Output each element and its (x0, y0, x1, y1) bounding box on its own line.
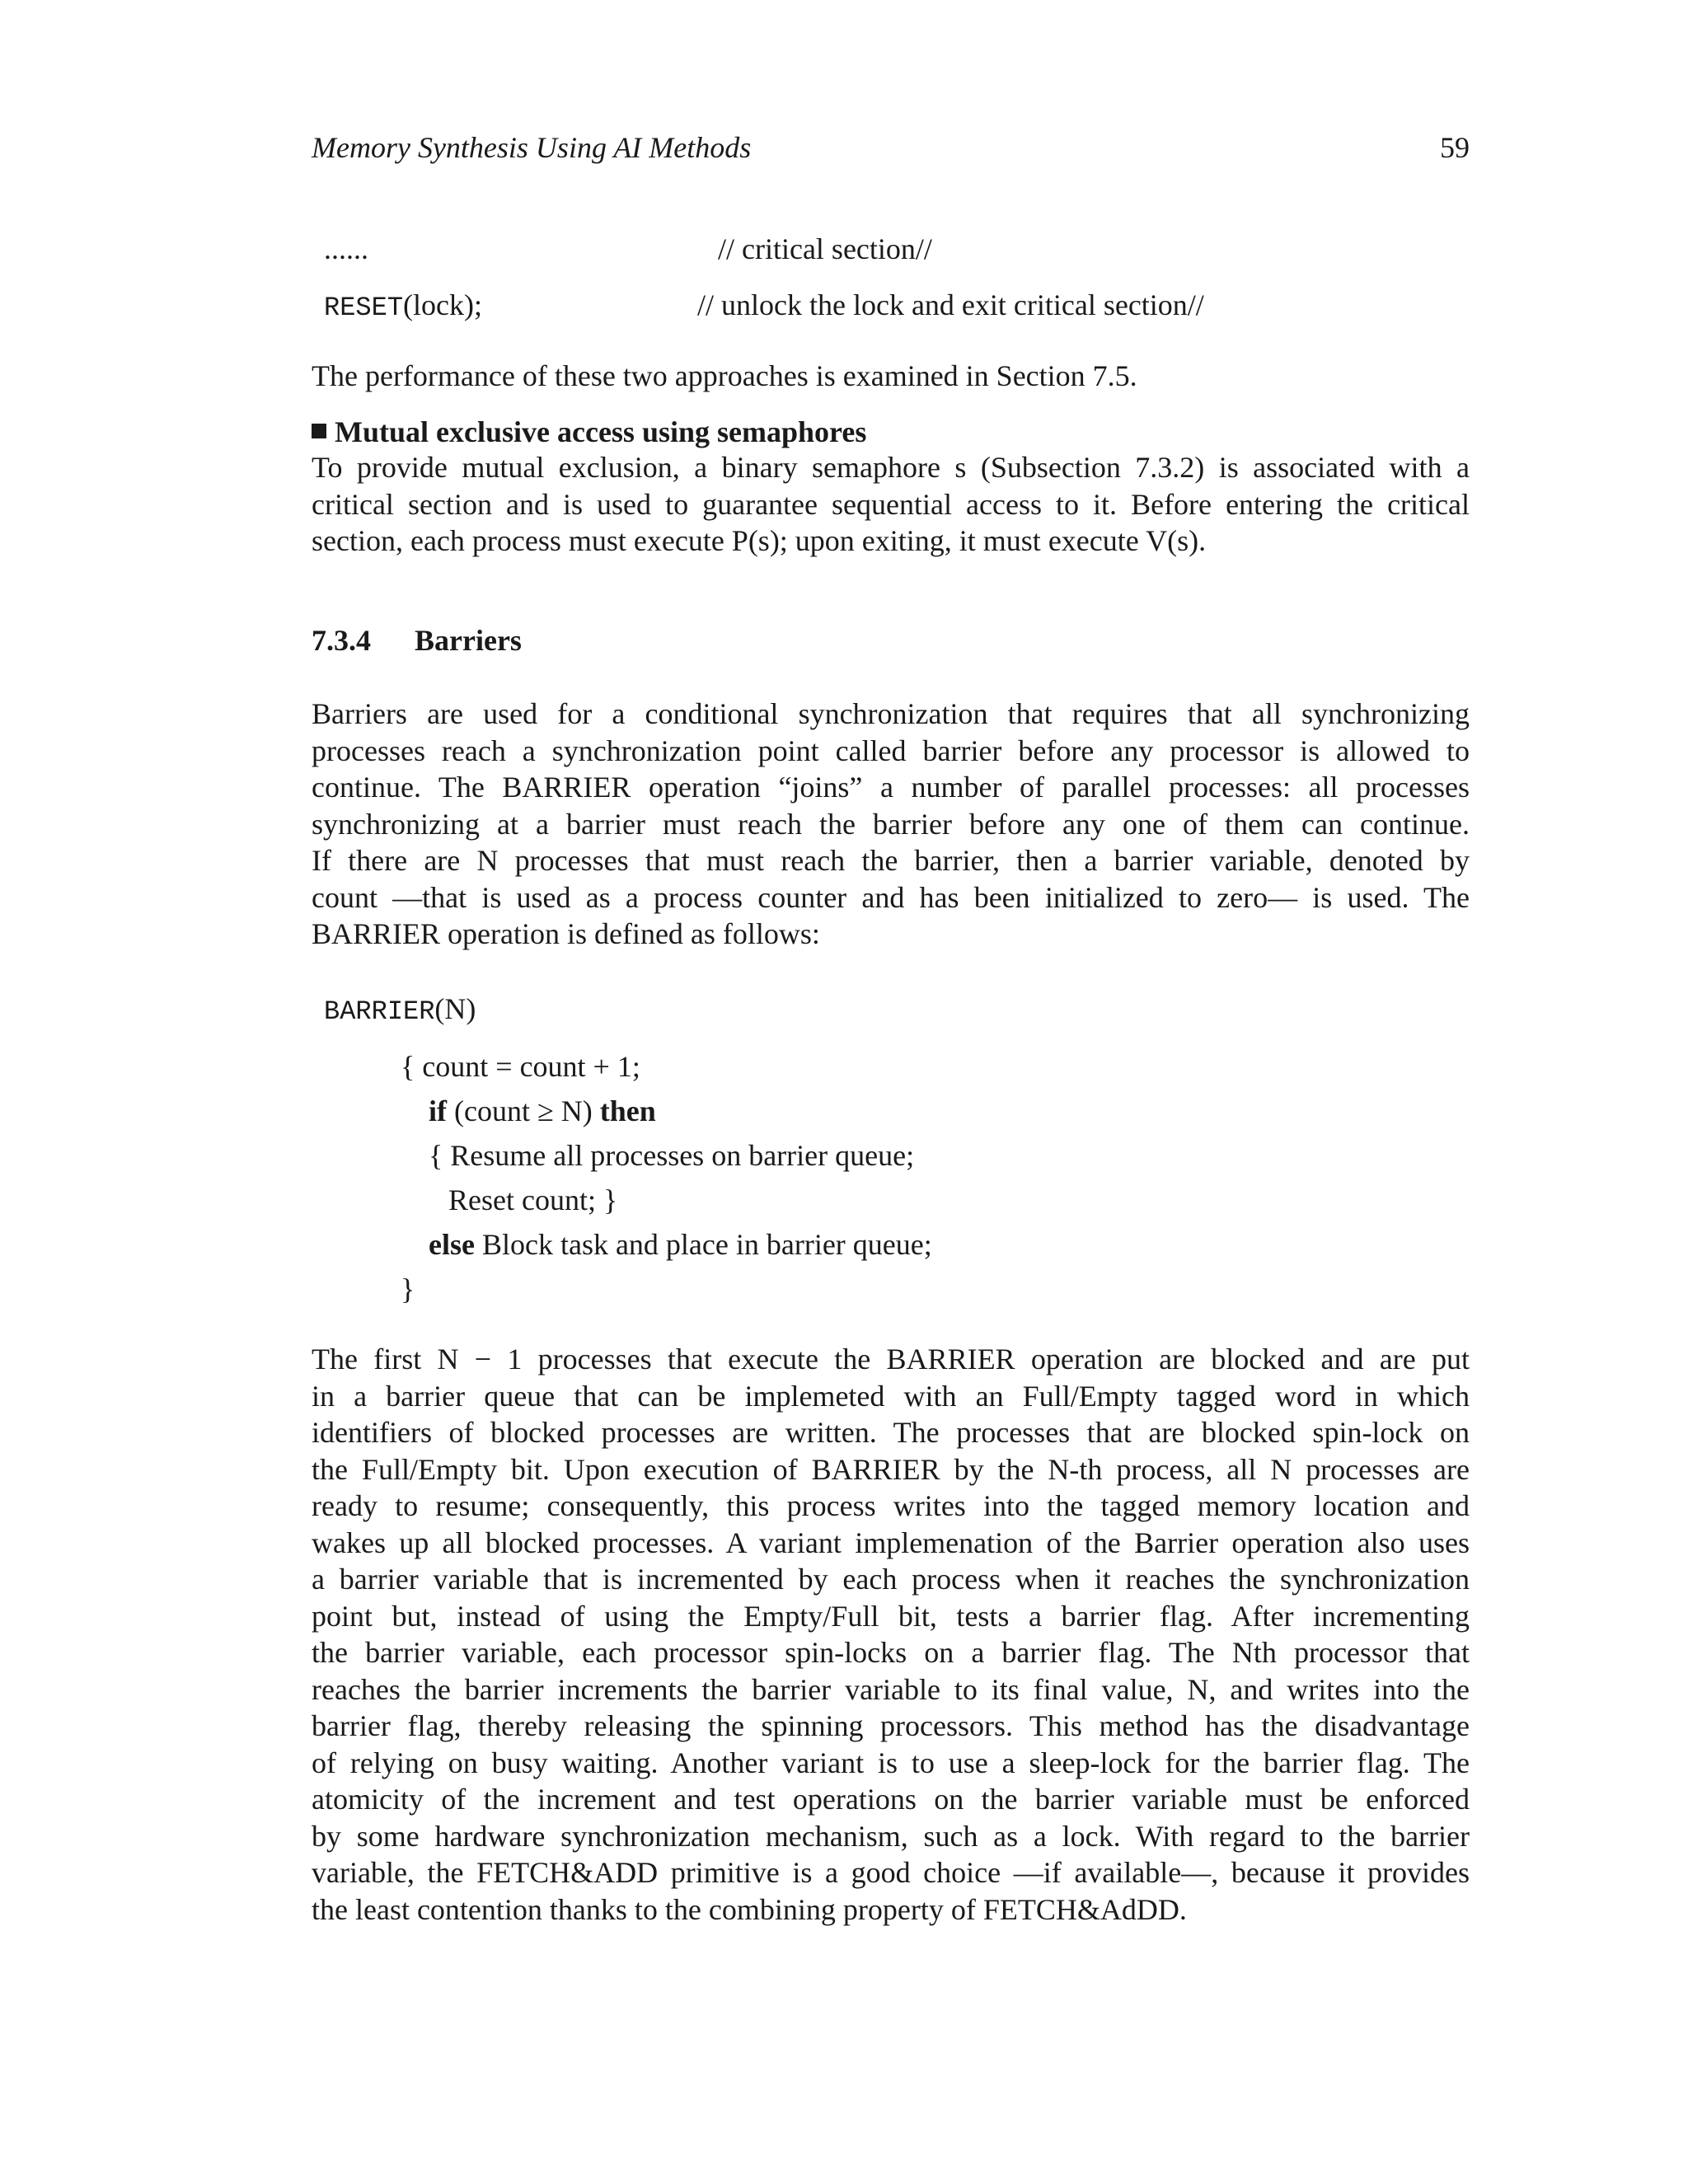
square-bullet-icon (312, 424, 326, 438)
code-line-5 (429, 1226, 932, 1263)
code-comment-critical: // critical section// (718, 232, 932, 265)
paragraph-line: a barrier variable that is incremented by each process when it reaches the synchronization (312, 1563, 1470, 1596)
else-keyword: else (429, 1228, 475, 1261)
semaphore-heading-text: Mutual exclusive access using semaphores (335, 415, 867, 448)
paragraph-line: variable, the FETCH&ADD primitive is a good choice —if available—, because it provides (312, 1856, 1470, 1889)
paragraph-line: the least contention thanks to the combining property of FETCH&AdDD. (312, 1892, 1187, 1926)
reset-arg: (lock); (403, 288, 482, 321)
page-number: 59 (1440, 131, 1470, 164)
semaphore-heading (312, 414, 866, 450)
code-line-2 (429, 1093, 656, 1129)
if-keyword: if (429, 1094, 447, 1127)
paragraph-line: by some hardware synchronization mechanism, such as a lock. With regard to the barrier (312, 1819, 1470, 1853)
page (312, 0, 1470, 2184)
code-line-6: } (401, 1272, 415, 1305)
paragraph-line: synchronizing at a barrier must reach the barrier before any one of them can continue. (312, 807, 1470, 841)
paragraph-line: wakes up all blocked processes. A variant implemenation of the Barrier operation also uses (312, 1526, 1470, 1559)
paragraph-line: To provide mutual exclusion, a binary semaphore s (Subsection 7.3.2) is associated with a (312, 451, 1470, 484)
paragraph-line: atomicity of the increment and test operations on the barrier variable must be enforced (312, 1783, 1470, 1816)
paragraph-line: continue. The BARRIER operation “joins” a number of parallel processes: all processes (312, 771, 1470, 804)
barrier-keyword: BARRIER (324, 996, 435, 1027)
code-reset-line (324, 287, 482, 326)
code-line-3: { Resume all processes on barrier queue; (429, 1139, 915, 1172)
else-statement: Block task and place in barrier queue; (474, 1228, 932, 1261)
barrier-intro-paragraph (312, 696, 1470, 953)
paragraph-line: section, each process must execute P(s); upon exiting, it must execute V(s). (312, 524, 1207, 557)
barrier-detail-paragraph (312, 1341, 1470, 1928)
barrier-signature (324, 991, 476, 1030)
semaphore-paragraph (312, 449, 1470, 560)
performance-sentence: The performance of these two approaches is examined in Section 7.5. (312, 359, 1137, 392)
paragraph-line: of relying on busy waiting. Another variant is to use a sleep-lock for the barrier flag. The (312, 1746, 1470, 1779)
code-comment-unlock: // unlock the lock and exit critical section// (697, 288, 1204, 321)
paragraph-line: BARRIER operation is defined as follows: (312, 917, 820, 950)
section-number: 7.3.4 (312, 624, 371, 657)
barrier-arg: (N) (434, 992, 476, 1025)
code-line-4: Reset count; } (448, 1183, 618, 1216)
paragraph-line: the barrier variable, each processor spin-locks on a barrier flag. The Nth processor that (312, 1636, 1470, 1669)
code-dots: ...... (324, 232, 368, 265)
paragraph-line: barrier flag, thereby releasing the spinning processors. This method has the disadvantage (312, 1709, 1470, 1742)
paragraph-line: in a barrier queue that can be implemeted with an Full/Empty tagged word in which (312, 1379, 1470, 1413)
paragraph-line: Barriers are used for a conditional synchronization that requires that all synchronizing (312, 697, 1470, 730)
paragraph-line: reaches the barrier increments the barrier variable to its final value, N, and writes into the (312, 1672, 1470, 1706)
paragraph-line: processes reach a synchronization point called barrier before any processor is allowed to (312, 733, 1470, 767)
section-title: Barriers (415, 624, 522, 657)
running-head (312, 130, 1470, 170)
paragraph-line: ready to resume; consequently, this process writes into the tagged memory location and (312, 1489, 1470, 1522)
paragraph-line: critical section and is used to guarantee sequential access to it. Before entering the critical (312, 487, 1470, 521)
if-condition: (count ≥ N) (447, 1094, 600, 1127)
then-keyword: then (599, 1094, 656, 1127)
running-head-title: Memory Synthesis Using AI Methods (312, 131, 752, 164)
paragraph-line: the Full/Empty bit. Upon execution of BARRIER by the N-th process, all N processes are (312, 1452, 1470, 1486)
paragraph-line: The first N − 1 processes that execute the BARRIER operation are blocked and are put (312, 1343, 1470, 1376)
code-line-1: { count = count + 1; (401, 1050, 640, 1083)
reset-keyword: RESET (324, 293, 404, 323)
paragraph-line: If there are N processes that must reach the barrier, then a barrier variable, denoted by (312, 844, 1470, 877)
paragraph-line: identifiers of blocked processes are written. The processes that are blocked spin-lock on (312, 1416, 1470, 1449)
paragraph-line: count —that is used as a process counter and has been initialized to zero— is used. The (312, 880, 1470, 914)
paragraph-line: point but, instead of using the Empty/Full bit, tests a barrier flag. After incrementing (312, 1599, 1470, 1633)
